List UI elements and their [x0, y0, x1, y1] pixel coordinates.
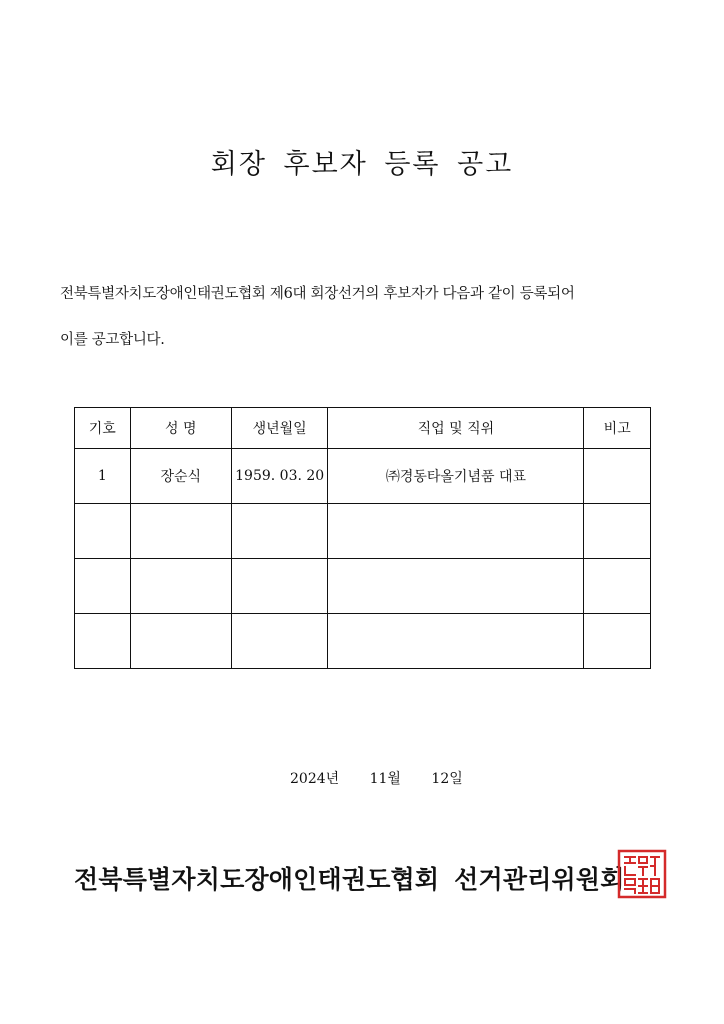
cell-occupation [328, 614, 584, 669]
cell-birthdate [231, 504, 328, 559]
table-row [75, 614, 651, 669]
header-name: 성 명 [130, 408, 231, 449]
cell-birthdate [231, 559, 328, 614]
cell-occupation [328, 504, 584, 559]
header-birthdate: 생년월일 [231, 408, 328, 449]
date-year: 2024년 [290, 771, 340, 787]
header-remarks: 비고 [584, 408, 651, 449]
cell-occupation: ㈜경동타올기념품 대표 [328, 449, 584, 504]
header-occupation: 직업 및 직위 [328, 408, 584, 449]
announcement-text-line-1: 전북특별자치도장애인태권도협회 제6대 회장선거의 후보자가 다음과 같이 등록되어 [60, 286, 575, 302]
cell-number [75, 559, 131, 614]
announcement-text-line-2: 이를 공고합니다. [60, 332, 165, 348]
table-row [75, 559, 651, 614]
cell-birthdate [231, 614, 328, 669]
cell-name [130, 614, 231, 669]
cell-remarks [584, 614, 651, 669]
date-month: 11월 [369, 771, 401, 787]
date-day: 12일 [431, 771, 463, 787]
page-title: 회장 후보자 등록 공고 [210, 149, 514, 180]
cell-birthdate: 1959. 03. 20 [231, 449, 328, 504]
cell-remarks [584, 449, 651, 504]
cell-number [75, 614, 131, 669]
cell-name: 장순식 [130, 449, 231, 504]
issuing-committee: 전북특별자치도장애인태권도협회 선거관리위원회 [74, 865, 625, 894]
cell-occupation [328, 559, 584, 614]
official-seal-icon [617, 849, 667, 899]
table-row [75, 449, 651, 504]
announcement-date [290, 768, 463, 788]
candidate-table [74, 407, 651, 669]
table-row [75, 504, 651, 559]
cell-number [75, 504, 131, 559]
cell-remarks [584, 504, 651, 559]
cell-name [130, 559, 231, 614]
cell-remarks [584, 559, 651, 614]
table-header-row [75, 408, 651, 449]
cell-name [130, 504, 231, 559]
header-number: 기호 [75, 408, 131, 449]
cell-number: 1 [75, 449, 131, 504]
